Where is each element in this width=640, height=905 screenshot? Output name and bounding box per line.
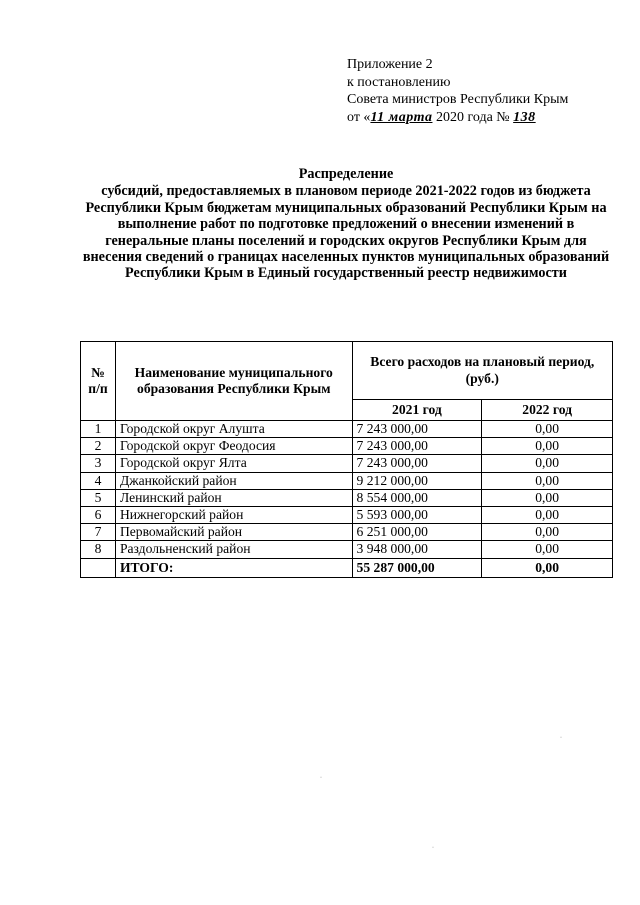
col-header-total: Всего расходов на плановый период, (руб.) [352, 342, 612, 400]
row-2022: 0,00 [482, 489, 613, 506]
row-name: Городской округ Ялта [115, 455, 352, 472]
row-number: 5 [81, 489, 116, 506]
row-2021: 9 212 000,00 [352, 472, 482, 489]
row-name: Городской округ Феодосия [115, 438, 352, 455]
handwritten-date: 11 марта [370, 109, 433, 125]
handwritten-number: 138 [513, 109, 536, 125]
row-2021: 7 243 000,00 [352, 421, 482, 438]
row-number: 8 [81, 541, 116, 558]
scan-speck: · [560, 735, 562, 741]
row-2021: 3 948 000,00 [352, 541, 482, 558]
table-row [81, 438, 613, 455]
row-name: Городской округ Алушта [115, 421, 352, 438]
row-number: 4 [81, 472, 116, 489]
col-header-number: № п/п [81, 342, 116, 421]
col-header-2022: 2022 год [482, 400, 613, 421]
row-2021: 7 243 000,00 [352, 455, 482, 472]
appendix-date-line [347, 109, 568, 127]
scan-speck: · [320, 775, 322, 781]
row-name: Раздольненский район [115, 541, 352, 558]
table-row [81, 421, 613, 438]
appendix-header [347, 56, 568, 126]
total-2021: 55 287 000,00 [352, 558, 482, 577]
table-row [81, 472, 613, 489]
row-2022: 0,00 [482, 507, 613, 524]
table-header-row [81, 342, 613, 400]
row-name: Нижнегорский район [115, 507, 352, 524]
row-name: Ленинский район [115, 489, 352, 506]
table-row [81, 489, 613, 506]
document-title [80, 166, 612, 282]
row-2021: 7 243 000,00 [352, 438, 482, 455]
row-number: 2 [81, 438, 116, 455]
row-2022: 0,00 [482, 421, 613, 438]
date-suffix: 2020 года № [432, 109, 510, 125]
table-row [81, 524, 613, 541]
table-row [81, 541, 613, 558]
row-2022: 0,00 [482, 541, 613, 558]
row-number: 6 [81, 507, 116, 524]
title-body: субсидий, предоставляемых в плановом периоде 2021-2022 годов из бюджета Республики Крым бюджетам муниципальных образований Республики Крым на выполнение работ по подготовке предложений о внесении изменений в генеральные планы поселений и городских округов Республики Крым для внесения сведений о границах населенных пунктов муниципальных образований Республики Крым в Единый государственный реестр недвижимости [82, 183, 610, 282]
row-2022: 0,00 [482, 524, 613, 541]
row-2022: 0,00 [482, 472, 613, 489]
row-number: 7 [81, 524, 116, 541]
total-label: ИТОГО: [115, 558, 352, 577]
table-row [81, 455, 613, 472]
row-2022: 0,00 [482, 438, 613, 455]
row-name: Первомайский район [115, 524, 352, 541]
col-header-2021: 2021 год [352, 400, 482, 421]
table-total-row [81, 558, 613, 577]
appendix-line-1: Приложение 2 [347, 57, 433, 72]
row-2022: 0,00 [482, 455, 613, 472]
total-2022: 0,00 [482, 558, 613, 577]
title-heading: Распределение [298, 166, 394, 182]
appendix-line-3: Совета министров Республики Крым [347, 92, 569, 107]
date-prefix: от « [347, 109, 371, 125]
col-header-name: Наименование муниципального образования Республики Крым [115, 342, 352, 421]
row-number: 3 [81, 455, 116, 472]
table-row [81, 507, 613, 524]
total-empty-cell [81, 558, 116, 577]
row-name: Джанкойский район [115, 472, 352, 489]
distribution-table [80, 341, 613, 578]
row-2021: 6 251 000,00 [352, 524, 482, 541]
row-number: 1 [81, 421, 116, 438]
row-2021: 5 593 000,00 [352, 507, 482, 524]
appendix-line-2: к постановлению [347, 74, 451, 90]
scan-speck: · [432, 845, 434, 851]
row-2021: 8 554 000,00 [352, 489, 482, 506]
